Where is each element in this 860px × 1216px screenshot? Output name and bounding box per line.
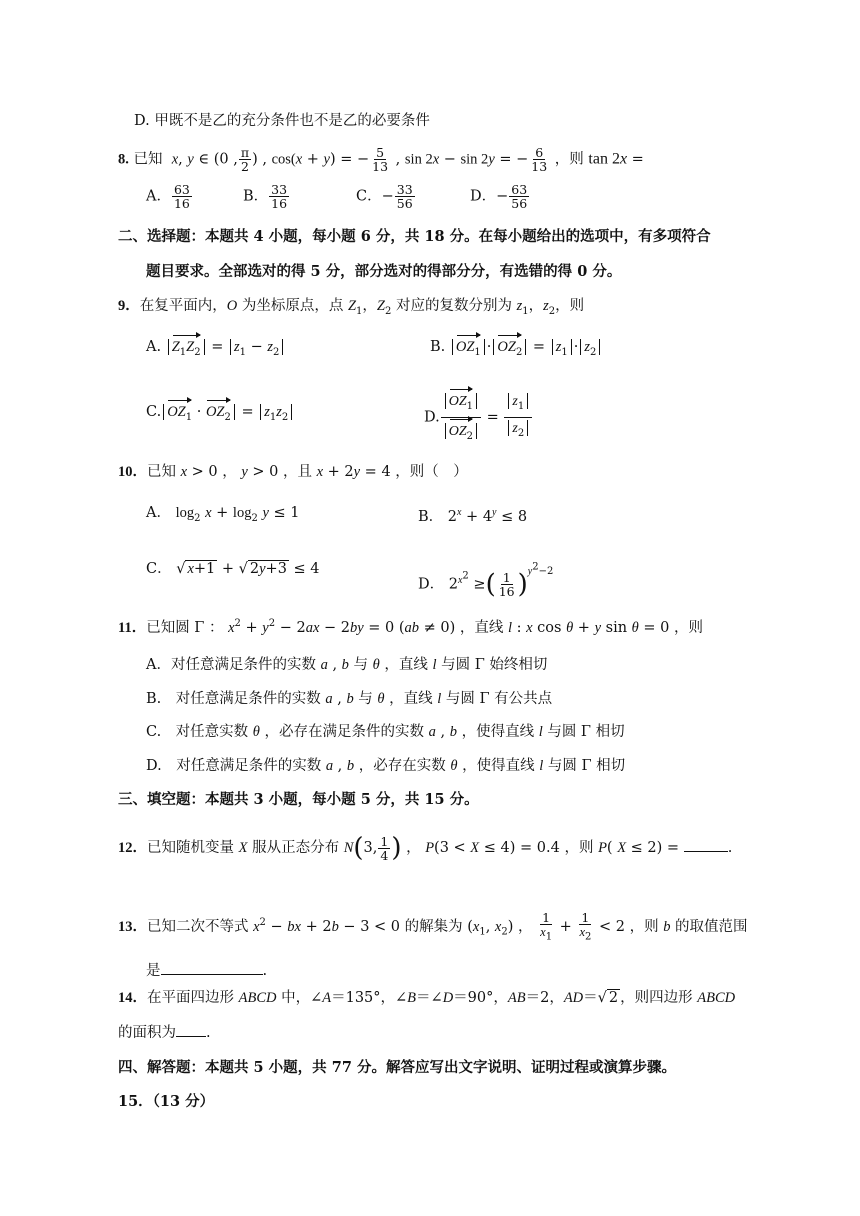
q9-option-a: A. $Z_1Z_2 = z_1 - z_2$ xyxy=(146,334,285,363)
q13-tail: 是 . xyxy=(146,960,267,981)
q13-stem: 13．已知二次不等式 $x^2$ − bx + 2b − 3 < 0 的解集为 ($x_1$, $x_2$) ， $\frac{1}{x_1}$ + $\frac{1}{x_2}$ < 2 ，则 b 的取值范围 xyxy=(118,909,748,943)
q10-option-a: A． $\log_2 x + \log_2 y \le 1$ xyxy=(146,505,300,524)
q8-option-c: C．− $\frac{33}{56}$ xyxy=(356,182,413,211)
q11-stem: 11．已知圆 Γ ： $x^2 + y^2 - 2ax - 2by = 0$ (ab ≠ 0) ，直线 l : x cos θ + y sin θ = 0 ，则 xyxy=(118,618,703,636)
q14-stem: 14．在平面四边形 ABCD 中，∠A＝135°，∠B＝∠D＝90°，AB＝2，AD＝√ 2 ，则四边形 ABCD xyxy=(118,990,736,1006)
q8-option-d: D．− $\frac{63}{56}$ xyxy=(470,182,528,211)
q9-stem: 9．在复平面内，O 为坐标原点，点 $Z_1$，$Z_2$ 对应的复数分别为 $z_1$，$z_2$，则 xyxy=(118,298,585,317)
q11-option-b: B. 对任意满足条件的实数 a , b 与 θ ，直线 l 与圆 Γ 有公共点 xyxy=(146,691,553,707)
q8-number: 8. xyxy=(118,151,129,168)
section-2-heading: 二、选择题：本题共 4 小题，每小题 6 分，共 18 分。在每小题给出的选项中，有多项符合 xyxy=(118,228,711,245)
section-2-heading-cont: 题目要求。全部选对的得 5 分，部分选对的得部分分，有选错的得 0 分。 xyxy=(146,263,622,280)
section-3-heading: 三、填空题：本题共 3 小题，每小题 5 分，共 15 分。 xyxy=(118,791,479,808)
q10-option-d: D． $2^{x^2}$ ≥( $\frac{1}{16}$ )$^{y^2-2}$ xyxy=(418,562,554,600)
q9-option-c: C. $OZ_1 \cdot OZ_2 = z_1z_2$ xyxy=(146,399,294,428)
q11-option-d: D. 对任意满足条件的实数 a , b ，必存在实数 θ ，使得直线 l 与圆 Γ 相切 xyxy=(146,758,626,774)
q10-option-b: B． $2^x + 4^y \le 8$ xyxy=(418,507,528,525)
q8-option-b: B． $\frac{33}{16}$ xyxy=(243,182,288,211)
q10-stem: 10．已知 x > 0 ， y > 0 ，且 x + 2y = 4 ，则（ ） xyxy=(118,464,468,480)
q11-option-c: C. 对任意实数 θ ，必存在满足条件的实数 a , b ，使得直线 l 与圆 Γ 相切 xyxy=(146,724,625,740)
q9-option-d: D. $\frac{OZ_1}{OZ_2}$ = $\frac{z_1}{z_2}$ xyxy=(424,388,533,447)
q12-stem: 12．已知随机变量 X 服从正态分布 N(3, $\frac{1}{4}$ ) ， P(3 < X ≤ 4) = 0.4 ，则 P( X ≤ 2) = . xyxy=(118,833,733,863)
q15-label: 15．（13 分） xyxy=(118,1093,215,1110)
section-4-heading: 四、解答题：本题共 5 小题，共 77 分。解答应写出文字说明、证明过程或演算步骤。 xyxy=(118,1059,676,1076)
q10-option-c: C． √ x+1 + √ 2y+3 ≤ 4 xyxy=(146,561,320,577)
q8-stem: 8. 已知 x, y ∈ (0 , $\frac{\pi}{2}$ ) , cos(x + y) = − $\frac{5}{13}$ , sin 2x − sin 2y = − $\frac{6}{13}$ ，则 tan 2x = xyxy=(118,145,644,174)
q9-option-b: B. $OZ_1 \cdot OZ_2 = z_1 \cdot z_2$ xyxy=(430,334,602,363)
q8-option-a: A． $\frac{63}{16}$ xyxy=(146,182,190,211)
q14-tail: 的面积为 . xyxy=(118,1022,211,1043)
q7-option-d: D. 甲既不是乙的充分条件也不是乙的必要条件 xyxy=(134,113,430,129)
q11-option-a: A．对任意满足条件的实数 a , b 与 θ ，直线 l 与圆 Γ 始终相切 xyxy=(146,657,548,673)
